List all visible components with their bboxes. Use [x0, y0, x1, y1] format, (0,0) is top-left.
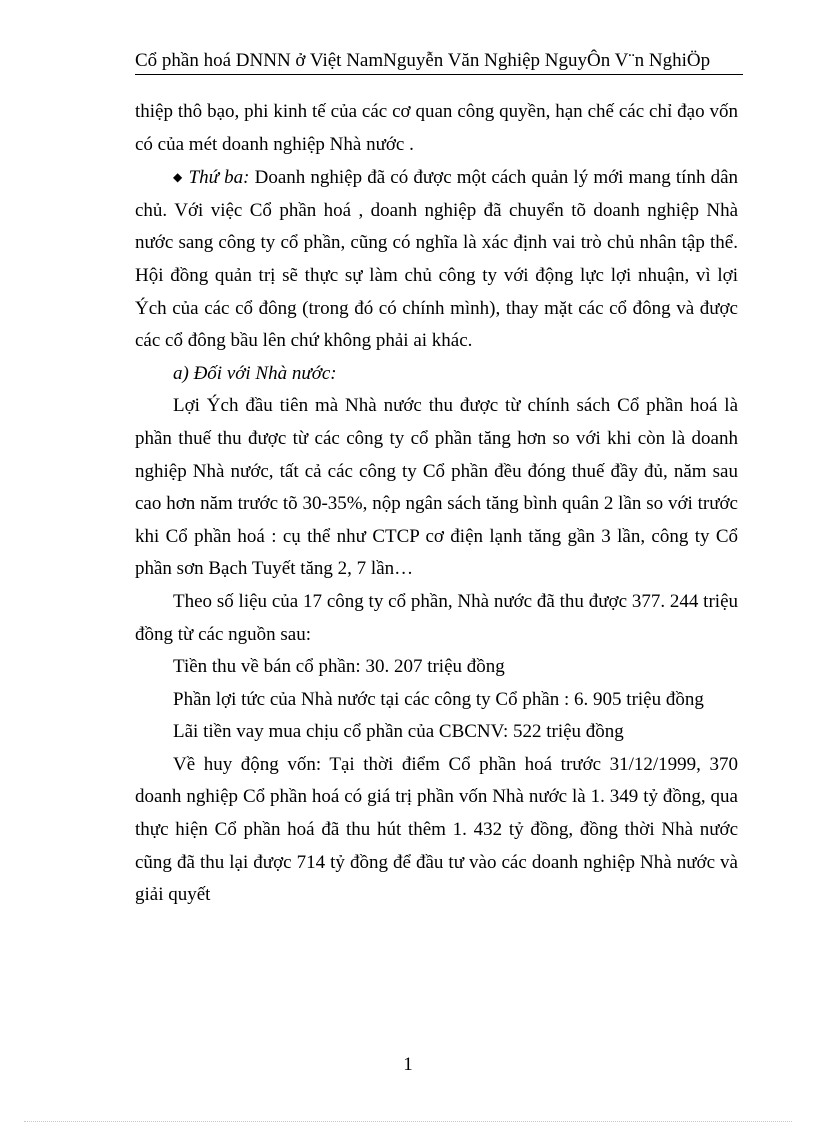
paragraph: Tiền thu về bán cổ phần: 30. 207 triệu đồng [173, 656, 505, 678]
paragraph-continuation: thiệp thô bạo, phi kinh tế của các cơ quan công quyền, hạn chế các chỉ đạo vốn có của mét doanh nghiệp Nhà nước . [135, 101, 738, 155]
paragraph-text: Doanh nghiệp đã có được một cách quản lý mới mang tính dân chủ. Với việc Cổ phần hoá , doanh nghiệp đã chuyển tõ doanh nghiệp Nhà nước sang công ty cổ phần, cũng có nghĩa là xác định vai trò chủ nhân tập thể. Hội đồng quản trị sẽ thực sự làm chủ công ty với động lực lợi nhuận, vì lợi Ých của các cổ đông (trong đó có chính mình), thay mặt các cổ đông và được các cổ đông bầu lên chứ không phải ai khác. [135, 167, 738, 352]
document-body [135, 96, 738, 912]
paragraph: Theo số liệu của 17 công ty cổ phần, Nhà nước đã thu được 377. 244 triệu đồng từ các nguồn sau: [135, 590, 738, 645]
running-header: Cổ phần hoá DNNN ở Việt NamNguyễn Văn Nghiệp NguyÔn V¨n NghiÖp [135, 50, 743, 75]
paragraph: Lãi tiền vay mua chịu cổ phần của CBCNV: 522 triệu đồng [173, 721, 624, 743]
paragraph: Phần lợi tức của Nhà nước tại các công ty Cổ phần : 6. 905 triệu đồng [173, 688, 704, 710]
paragraph-thu-ba [135, 161, 738, 358]
page-number: 1 [403, 1054, 413, 1075]
section-heading: a) Đối với Nhà nước: [173, 362, 337, 384]
paragraph: Về huy động vốn: Tại thời điểm Cổ phần hoá trước 31/12/1999, 370 doanh nghiệp Cổ phần hoá có giá trị phần vốn Nhà nước là 1. 349 tỷ đồng, qua thực hiện Cổ phần hoá đã thu hút thêm 1. 432 tỷ đồng, đồng thời Nhà nước cũng đã thu lại được 714 tỷ đồng để đầu tư vào các doanh nghiệp Nhà nước và giải quyết [135, 753, 738, 906]
page-bottom-rule [24, 1121, 792, 1122]
paragraph: Lợi Ých đầu tiên mà Nhà nước thu được từ chính sách Cổ phần hoá là phần thuế thu được từ các công ty cổ phần tăng hơn so với khi còn là doanh nghiệp Nhà nước, tất cả các công ty Cổ phần đều đóng thuế đầy đủ, năm sau cao hơn năm trước tõ 30-35%, nộp ngân sách tăng bình quân 2 lần so với trước khi Cổ phần hoá : cụ thể như CTCP cơ điện lạnh tăng gần 3 lần, công ty Cổ phần sơn Bạch Tuyết tăng 2, 7 lần… [135, 395, 738, 580]
diamond-bullet-icon: ◆ [173, 170, 183, 185]
paragraph-lead: Thứ ba: [188, 167, 250, 189]
